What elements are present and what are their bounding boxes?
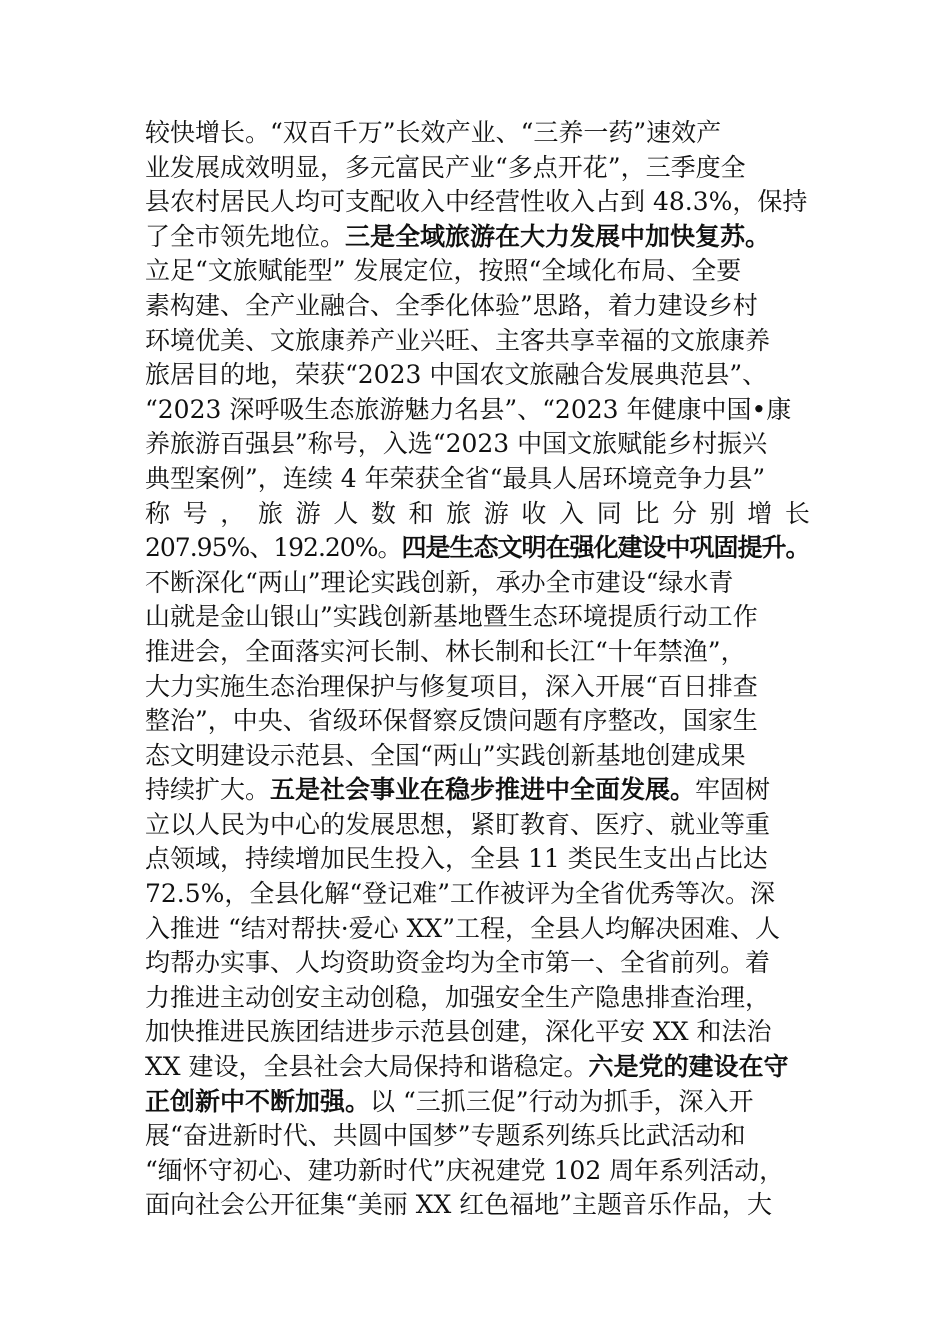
text-segment: 牢固树 [695, 775, 771, 805]
text-segment: “2023 深呼吸生态旅游魅力名县”、“2023 年健康中国•康 [145, 394, 792, 424]
text-char: 旅 [257, 498, 283, 528]
bold-heading-text: 五是社会事业在稳步推进中全面发展。 [270, 775, 696, 805]
text-line [145, 1050, 810, 1085]
text-segment: 了全市领先地位。 [145, 221, 346, 251]
text-segment: 山就是金山银山”实践创新基地暨生态环境提质行动工作 [145, 602, 758, 632]
text-line [145, 877, 810, 912]
text-line [145, 289, 810, 324]
text-segment: 较快增长。“双百千万”长效产业、“三养一药”速效产 [145, 118, 722, 147]
text-line [145, 1188, 810, 1223]
text-char: 别 [709, 498, 735, 528]
text-segment: 加快推进民族团结进步示范县创建，深化平安 XX 和法治 [145, 1017, 772, 1047]
text-line [145, 1119, 810, 1154]
text-char: 号 [182, 498, 208, 528]
text-line [145, 1015, 810, 1050]
text-line [145, 185, 810, 220]
text-line [145, 220, 810, 255]
text-char: 游 [295, 498, 321, 528]
text-segment: 态文明建设示范县、全国“两山”实践创新基地创建成果 [145, 740, 746, 770]
text-line [145, 773, 810, 808]
text-char: ， [220, 498, 246, 528]
text-char: 增 [747, 498, 773, 528]
text-char: 和 [408, 498, 434, 528]
text-segment: 207.95%、192.20%。 [145, 533, 402, 563]
text-segment: 立以人民为中心的发展思想，紧盯教育、医疗、就业等重 [145, 809, 771, 839]
text-segment: 县农村居民人均可支配收入中经营性收入占到 48.3%，保持 [145, 187, 808, 217]
text-char: 游 [483, 498, 509, 528]
text-line [145, 324, 810, 359]
text-segment: 养旅游百强县”称号，入选“2023 中国文旅赋能乡村振兴 [145, 429, 768, 459]
text-segment: 立足“文旅赋能型” 发展定位，按照“全域化布局、全要 [145, 256, 742, 286]
bold-heading-text: 六是党的建设在守 [588, 1052, 789, 1082]
text-line [145, 739, 810, 774]
text-char: 同 [596, 498, 622, 528]
text-char: 旅 [446, 498, 472, 528]
text-line [145, 254, 810, 289]
body-text [145, 116, 810, 1223]
text-line [145, 497, 810, 532]
text-line [145, 427, 810, 462]
text-line [145, 981, 810, 1016]
text-segment: 均帮办实事、人均资助资金均为全市第一、全省前列。着 [145, 948, 771, 978]
text-line [145, 566, 810, 601]
text-line [145, 462, 810, 497]
bold-heading-text: 三是全域旅游在大力发展中加快复苏。 [345, 221, 771, 251]
text-segment: 点领域，持续增加民生投入，全县 11 类民生支出占比达 [145, 844, 768, 874]
text-line [145, 704, 810, 739]
text-line [145, 1085, 810, 1120]
text-line [145, 531, 810, 566]
text-line [145, 600, 810, 635]
text-char: 分 [671, 498, 697, 528]
text-segment: 以 “三抓三促”行动为抓手，深入开 [370, 1086, 754, 1116]
text-char: 比 [634, 498, 660, 528]
text-segment: XX 建设，全县社会大局保持和谐稳定。 [145, 1052, 589, 1082]
text-segment: 持续扩大。 [145, 775, 271, 805]
text-char: 入 [559, 498, 585, 528]
text-line [145, 116, 810, 151]
text-segment: 不断深化“两山”理论实践创新，承办全市建设“绿水青 [145, 567, 734, 597]
text-segment: 大力实施生态治理保护与修复项目，深入开展“百日排查 [145, 671, 758, 701]
text-char: 收 [521, 498, 547, 528]
text-char: 数 [370, 498, 396, 528]
text-line [145, 358, 810, 393]
text-line [145, 808, 810, 843]
text-line [145, 635, 810, 670]
text-segment: 环境优美、文旅康养产业兴旺、主客共享幸福的文旅康养 [145, 325, 771, 355]
text-segment: 典型案例”，连续 4 年荣获全省“最具人居环境竞争力县” [145, 463, 766, 493]
text-segment: 旅居目的地，荣获“2023 中国农文旅融合发展典范县”、 [145, 360, 768, 390]
bold-heading-text: 正创新中不断加强。 [145, 1086, 371, 1116]
text-line [145, 151, 810, 186]
text-char: 人 [333, 498, 359, 528]
text-line [145, 842, 810, 877]
text-segment: 业发展成效明显，多元富民产业“多点开花”，三季度全 [145, 152, 746, 182]
text-segment: 整治”，中央、省级环保督察反馈问题有序整改，国家生 [145, 706, 758, 736]
text-segment: 力推进主动创安主动创稳，加强安全生产隐患排查治理， [145, 982, 771, 1012]
text-segment: “缅怀守初心、建功新时代”庆祝建党 102 周年系列活动， [145, 1155, 785, 1185]
text-line [145, 912, 810, 947]
text-line [145, 946, 810, 981]
text-segment: 展“奋进新时代、共圆中国梦”专题系列练兵比武活动和 [145, 1121, 746, 1151]
text-segment: 素构建、全产业融合、全季化体验”思路，着力建设乡村 [145, 290, 758, 320]
bold-heading-text: 四是生态文明在强化建设中巩固提升。 [401, 533, 810, 563]
text-segment: 72.5%，全县化解“登记难”工作被评为全省优秀等次。深 [145, 879, 775, 909]
text-line [145, 1154, 810, 1189]
text-line [145, 670, 810, 705]
text-char: 长 [784, 498, 810, 528]
text-char: 称 [145, 498, 171, 528]
text-line [145, 393, 810, 428]
text-segment: 面向社会公开征集“美丽 XX 红色福地”主题音乐作品，大 [145, 1190, 773, 1220]
text-segment: 入推进 “结对帮扶·爱心 XX”工程，全县人均解决困难、人 [145, 913, 780, 943]
text-segment: 推进会，全面落实河长制、林长制和长江“十年禁渔”， [145, 636, 746, 666]
